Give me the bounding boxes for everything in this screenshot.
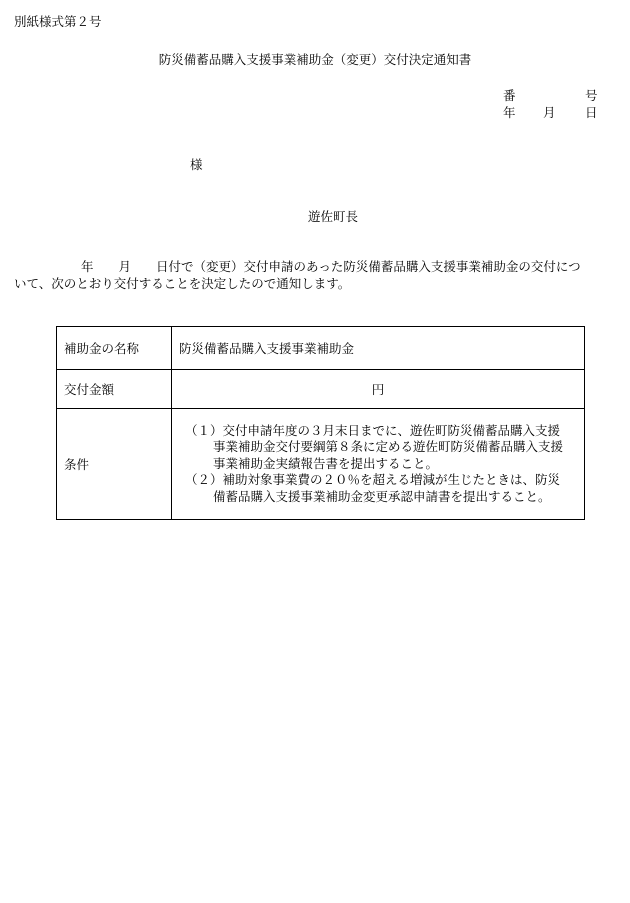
addressee: 様 — [190, 157, 203, 172]
body-line-1: 年 月 日付で（変更）交付申請のあった防災備蓄品購入支援事業補助金の交付につ — [81, 259, 581, 274]
condition-2-line-2: 備蓄品購入支援事業補助金変更承認申請書を提出すること。 — [213, 488, 551, 504]
body-line-2: いて、次のとおり交付することを決定したので通知します。 — [14, 276, 351, 291]
condition-1-line-3: 事業補助金実績報告書を提出すること。 — [213, 455, 439, 471]
form-label: 別紙様式第２号 — [14, 14, 102, 29]
issuer-name: 遊佐町長 — [308, 209, 359, 224]
date-day: 日 — [585, 105, 598, 120]
conditions-value — [172, 409, 585, 520]
number-suffix: 号 — [585, 88, 598, 103]
conditions-label: 条件 — [57, 409, 172, 520]
grant-name-label: 補助金の名称 — [57, 327, 172, 370]
date-month: 月 — [543, 105, 556, 120]
table-row-conditions — [57, 409, 585, 520]
grant-amount-label: 交付金額 — [57, 370, 172, 409]
document-title: 防災備蓄品購入支援事業補助金（変更）交付決定通知書 — [158, 52, 472, 67]
condition-2-line-1: （２）補助対象事業費の２０％を超える増減が生じたときは、防災 — [185, 472, 561, 488]
number-label: 番 — [503, 88, 516, 103]
notification-body — [14, 258, 619, 292]
table-row-grant-amount — [57, 370, 585, 409]
condition-1-line-2: 事業補助金交付要綱第８条に定める遊佐町防災備蓄品購入支援 — [213, 439, 564, 455]
grant-name-value: 防災備蓄品購入支援事業補助金 — [172, 327, 585, 370]
grant-details-table — [56, 326, 585, 520]
condition-1-line-1: （１）交付申請年度の３月末日までに、遊佐町防災備蓄品購入支援 — [185, 422, 561, 438]
conditions-list — [179, 417, 577, 512]
grant-amount-value: 円 — [172, 370, 585, 409]
date-year: 年 — [503, 105, 516, 120]
table-row-grant-name — [57, 327, 585, 370]
